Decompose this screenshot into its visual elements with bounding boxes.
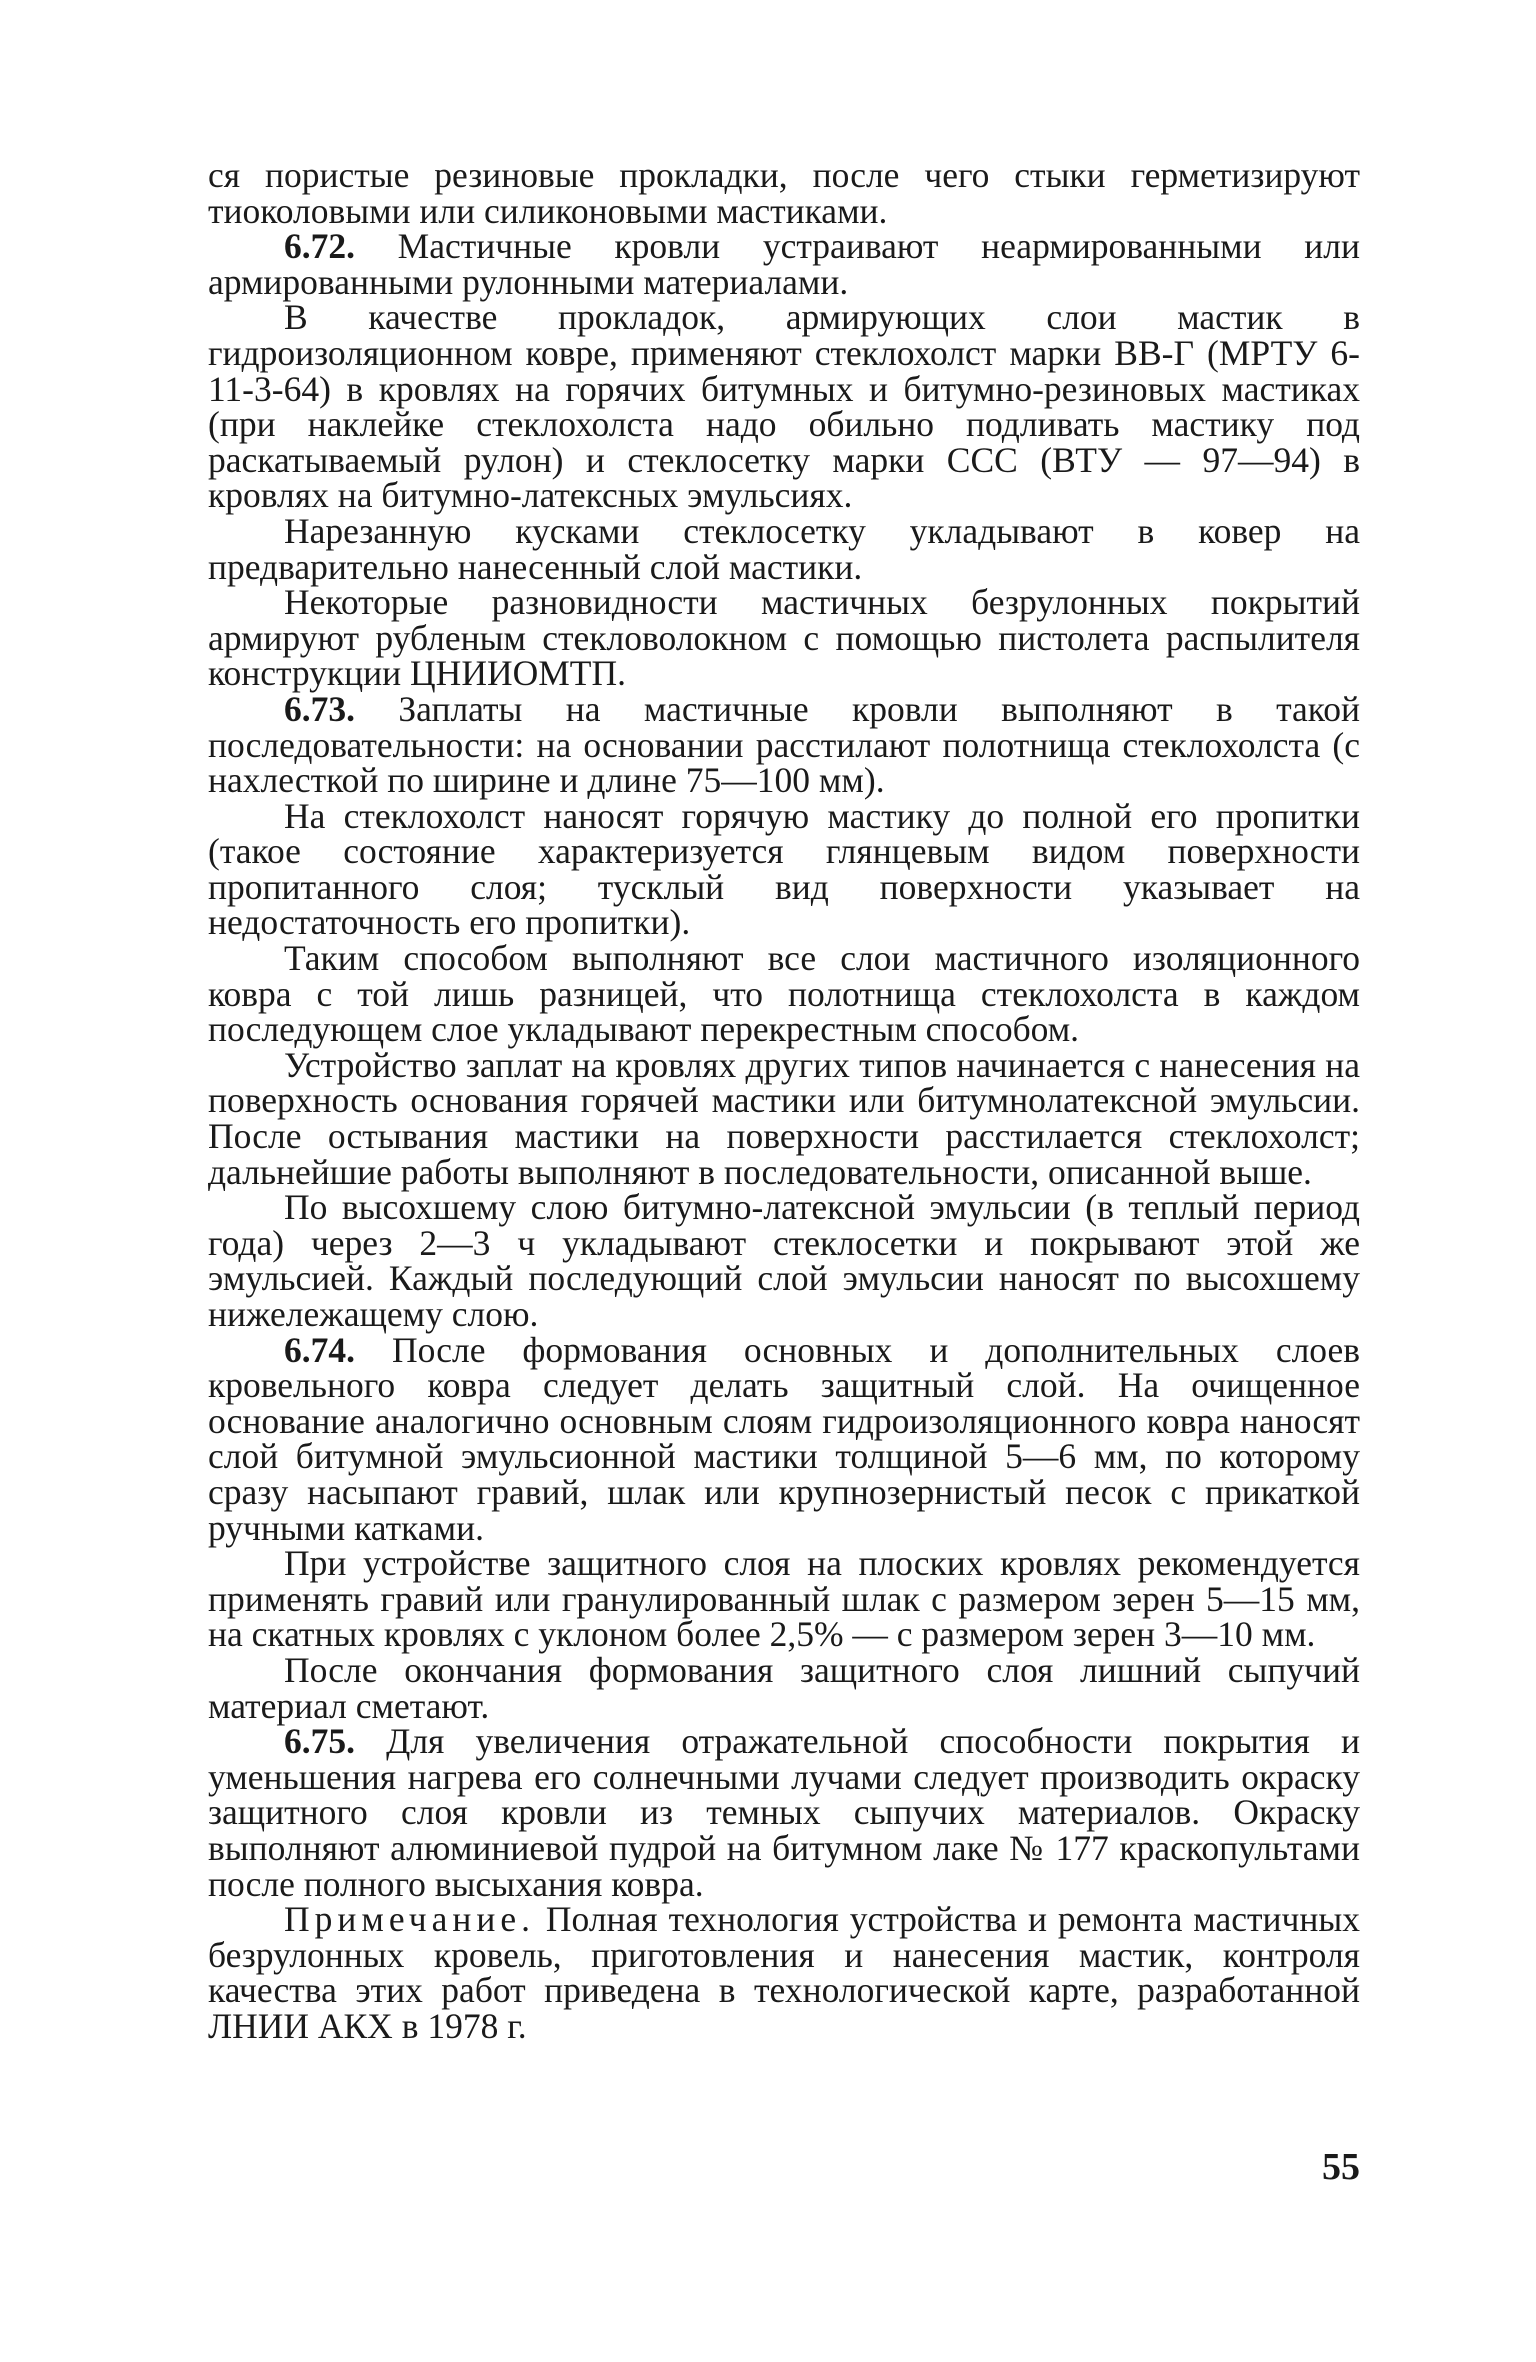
paragraph-6-74: [208, 1329, 1360, 1548]
paragraph-6-72: [208, 226, 1360, 302]
paragraph-text: В качестве прокладок, армирующих слои мастик в гидроизоляционном ковре, применяют стеклохолст марки ВВ-Г (МРТУ 6-11-3-64) в кровлях на горячих битумных и битумно-резиновых мастиках (при наклейке стеклохолста надо обильно подливать мастику под раскатываемый рулон) и стеклосетку марки ССС (ВТУ — 97—94) в кровлях на битумно-латексных эмульсиях.: [208, 297, 1360, 516]
section-number: 6.72.: [284, 226, 355, 267]
paragraph-13: [208, 1649, 1360, 1726]
note-paragraph: [208, 1899, 1360, 2046]
paragraph-text: Мастичные кровли устраивают неармированными или армированными рулонными материалами.: [208, 226, 1360, 302]
section-number: 6.75.: [284, 1721, 355, 1762]
paragraph-6-73: [208, 688, 1360, 801]
paragraph-6-75: [208, 1721, 1360, 1904]
section-number: 6.74.: [284, 1329, 355, 1370]
paragraph-text: Заплаты на мастичные кровли выполняют в такой последовательности: на основании расстилают полотнища стеклохолста (с нахлесткой по ширине и длине 75—100 мм).: [208, 688, 1360, 801]
body-text: [208, 155, 1360, 2046]
section-number: 6.73.: [284, 688, 355, 729]
paragraph-text: ся пористые резиновые прокладки, после чего стыки герметизируют тиоколовыми или силиконовыми мастиками.: [208, 155, 1360, 231]
paragraph-8: [208, 938, 1360, 1050]
paragraph-text: Некоторые разновидности мастичных безрулонных покрытий армируют рубленым стекловолокном с помощью пистолета распылителя конструкции ЦНИИОМТП.: [208, 582, 1360, 694]
paragraph-text: Устройство заплат на кровлях других типов начинается с нанесения на поверхность основания горячей мастики или битумнолатексной эмульсии. После остывания мастики на поверхности расстилается стеклохолст; дальнейшие работы выполняют в последовательности, описанной выше.: [208, 1044, 1360, 1192]
paragraph-12: [208, 1543, 1360, 1655]
paragraph-3: [208, 297, 1360, 516]
paragraph-text: После окончания формования защитного слоя лишний сыпучий материал сметают.: [208, 1649, 1360, 1726]
paragraph-text: Нарезанную кусками стеклосетку укладывают в ковер на предварительно нанесенный слой мастики.: [208, 510, 1360, 587]
paragraph-7: [208, 795, 1360, 943]
paragraph-text: На стеклохолст наносят горячую мастику до полной его пропитки (такое состояние характеризуется глянцевым видом поверхности пропитанного слоя; тусклый вид поверхности указывает на недостаточность его пропитки).: [208, 795, 1360, 943]
paragraph-text: Для увеличения отражательной способности покрытия и уменьшения нагрева его солнечными лучами следует производить окраску защитного слоя кровли из темных сыпучих материалов. Окраску выполняют алюминиевой пудрой на битумном лаке № 177 краскопультами после полного высыхания ковра.: [208, 1721, 1360, 1904]
paragraph-text: При устройстве защитного слоя на плоских кровлях рекомендуется применять гравий или гранулированный шлак с размером зерен 5—15 мм, на скатных кровлях с уклоном более 2,5% — с размером зерен 3—10 мм.: [208, 1543, 1360, 1655]
page-number: 55: [1322, 2146, 1360, 2188]
paragraph-text: Полная технология устройства и ремонта мастичных безрулонных кровель, приготовления и нанесения мастик, контроля качества этих работ приведена в технологической карте, разработанной ЛНИИ АКХ в 1978 г.: [208, 1899, 1360, 2046]
paragraph-1: [208, 155, 1360, 231]
paragraph-4: [208, 510, 1360, 587]
paragraph-9: [208, 1044, 1360, 1192]
paragraph-text: Таким способом выполняют все слои мастичного изоляционного ковра с той лишь разницей, что полотнища стеклохолста в каждом последующем слое укладывают перекрестным способом.: [208, 938, 1360, 1050]
paragraph-text: По высохшему слою битумно-латексной эмульсии (в теплый период года) через 2—3 ч укладывают стеклосетки и покрывают этой же эмульсией. Каждый последующий слой эмульсии наносят по высохшему нижележащему слою.: [208, 1187, 1360, 1334]
note-label: Примечание.: [284, 1899, 535, 1940]
paragraph-text: После формования основных и дополнительных слоев кровельного ковра следует делать защитный слой. На очищенное основание аналогично основным слоям гидроизоляционного ковра наносят слой битумной эмульсионной мастики толщиной 5—6 мм, по которому сразу насыпают гравий, шлак или крупнозернистый песок с прикаткой ручными катками.: [208, 1329, 1360, 1548]
paragraph-5: [208, 582, 1360, 694]
paragraph-10: [208, 1187, 1360, 1334]
